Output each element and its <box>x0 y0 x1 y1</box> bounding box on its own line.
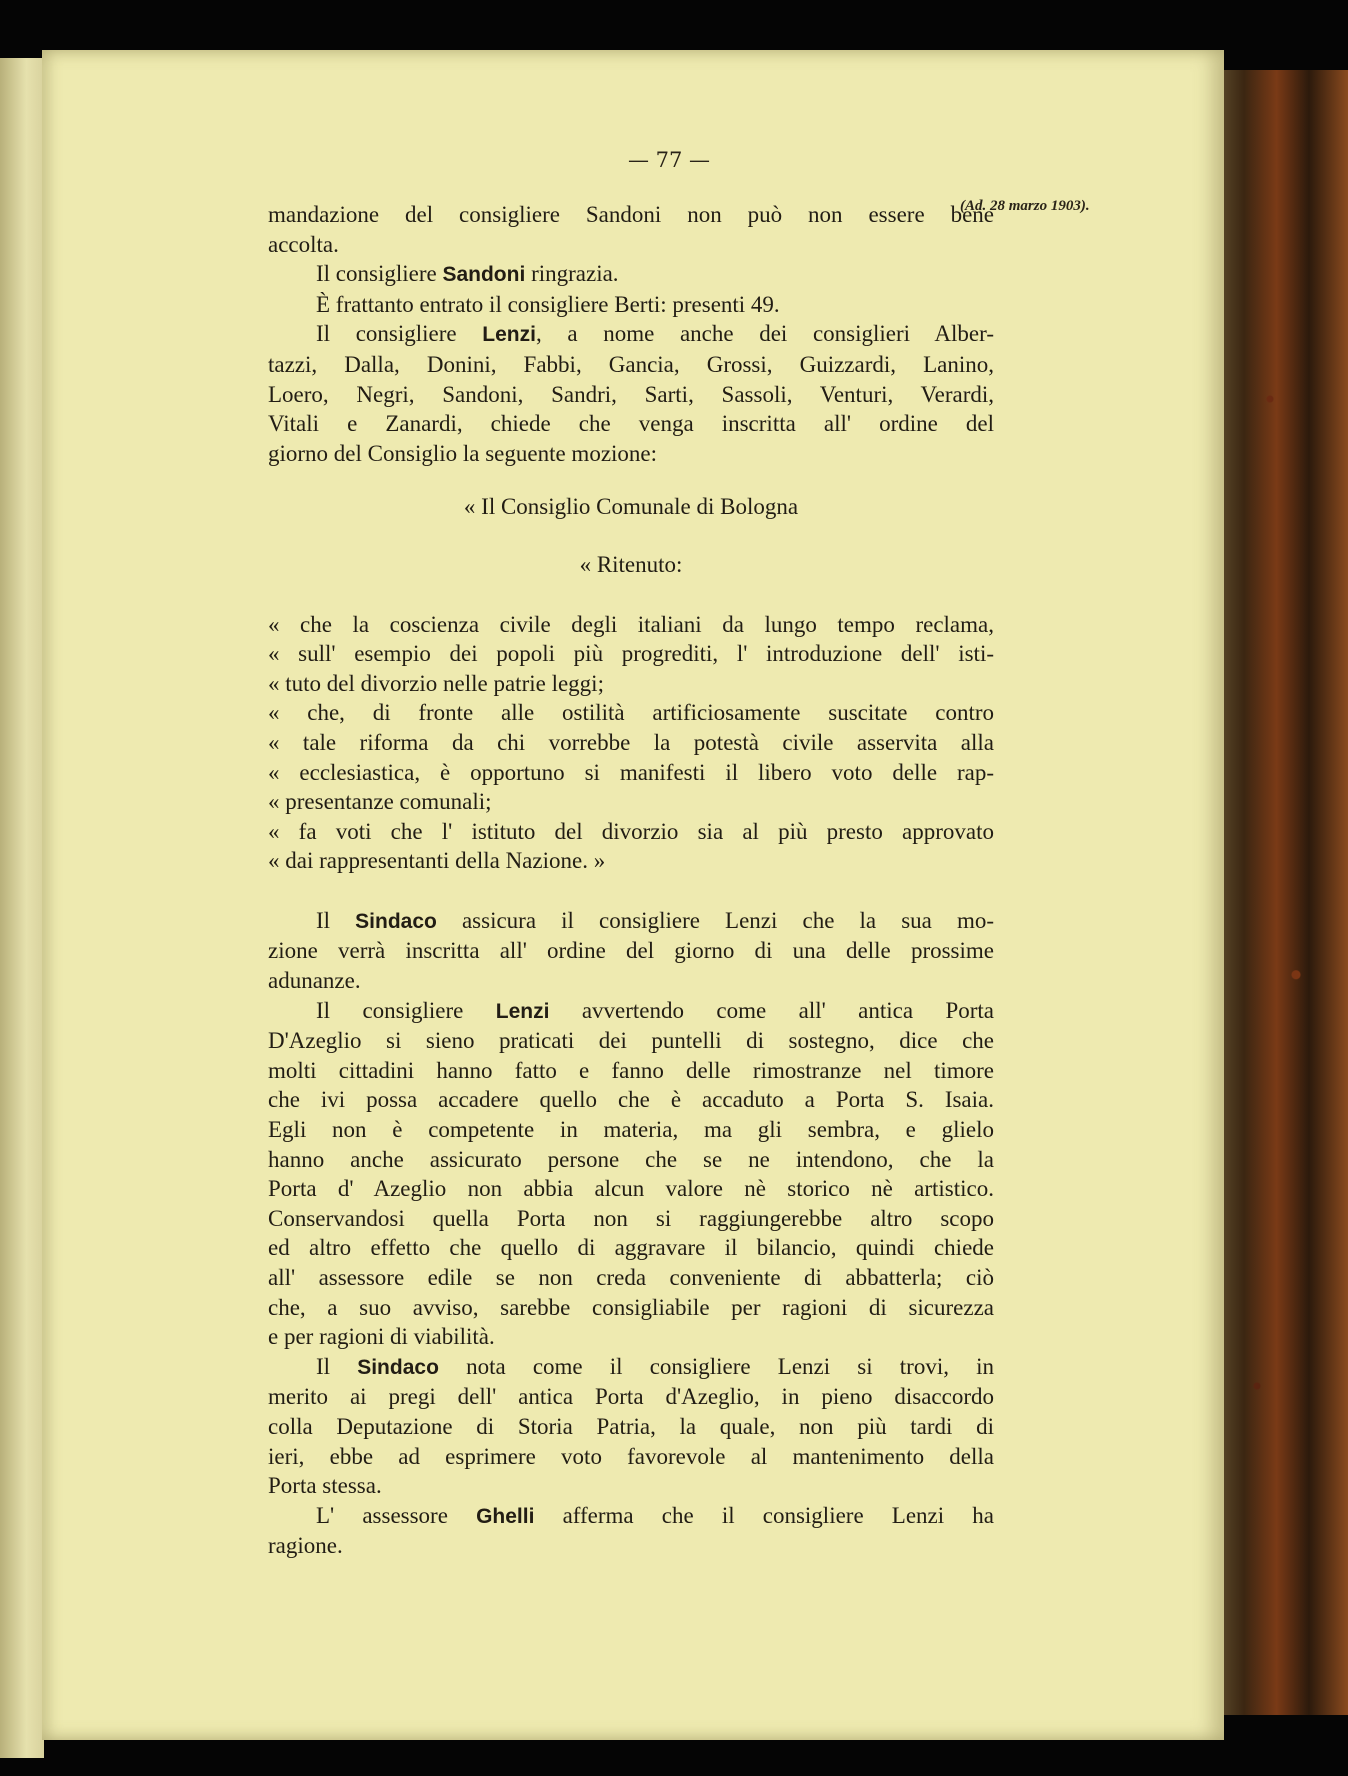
text-line: e per ragioni di viabilità. <box>268 1324 495 1350</box>
previous-page-edge <box>0 58 44 1758</box>
text-line: ed altro effetto che quello di aggravare il bilancio, quindi chiede <box>268 1235 994 1261</box>
body-text <box>268 200 994 1561</box>
text-line: che, a suo avviso, sarebbe consigliabile per ragioni di sicurezza <box>268 1294 994 1320</box>
text-line: accolta. <box>268 231 339 257</box>
speaker-name: Lenzi <box>482 323 536 347</box>
motion-line: « fa voti che l' istituto del divorzio sia al più presto approvato <box>268 818 994 844</box>
text-line: colla Deputazione di Storia Patria, la quale, non più tardi di <box>268 1413 994 1439</box>
book-binding-edge <box>1218 70 1348 1715</box>
text-line: giorno del Consiglio la seguente mozione: <box>268 440 658 466</box>
text-line: che ivi possa accadere quello che è accaduto a Porta S. Isaia. <box>268 1087 994 1113</box>
text-line: Porta d' Azeglio non abbia alcun valore nè storico nè artistico. <box>268 1176 994 1202</box>
text-line: zione verrà inscritta all' ordine del giorno di una delle prossime <box>268 938 994 964</box>
text-line: Il Sindaco nota come il consigliere Lenzi si trovi, in <box>316 1353 995 1379</box>
text-line: Egli non è competente in materia, ma gli sembra, e glielo <box>268 1117 994 1143</box>
motion-line: « presentanze comunali; <box>268 789 492 815</box>
speaker-name: Sindaco <box>357 1355 439 1379</box>
text-line: Conservandosi quella Porta non si raggiungerebbe altro scopo <box>268 1205 994 1231</box>
motion-line: « sull' esempio dei popoli più progrediti, l' introduzione dell' isti- <box>268 641 994 667</box>
speaker-name: Ghelli <box>476 1504 535 1528</box>
speaker-name: Lenzi <box>495 999 550 1023</box>
text-line: hanno anche assicurato persone che se ne intendono, che la <box>268 1146 994 1172</box>
speaker-name: Sandoni <box>442 263 526 287</box>
text-line: Il Sindaco assicura il consigliere Lenzi che la sua mo- <box>316 907 995 933</box>
text-line: Loero, Negri, Sandoni, Sandri, Sarti, Sassoli, Venturi, Verardi, <box>268 381 994 407</box>
text-line: L' assessore Ghelli afferma che il consigliere Lenzi ha <box>316 1502 995 1528</box>
motion-line: « che, di fronte alle ostilità artificiosamente suscitate contro <box>268 700 994 726</box>
motion-subheading: « Ritenuto: <box>579 551 683 577</box>
text-line: Il consigliere Sandoni ringrazia. <box>316 261 619 287</box>
text-line: all' assessore edile se non creda conveniente di abbatterla; ciò <box>268 1265 994 1290</box>
margin-date-note: (Ad. 28 marzo 1903). <box>960 198 1090 214</box>
motion-heading: « Il Consiglio Comunale di Bologna <box>463 494 799 520</box>
text-line: Porta stessa. <box>268 1473 382 1499</box>
text-line: Il consigliere Lenzi avvertendo come all' antica Porta <box>316 997 995 1023</box>
page-number: — 77 — <box>627 148 711 172</box>
text-line: Vitali e Zanardi, chiede che venga inscritta all' ordine del <box>268 411 994 437</box>
motion-line: « dai rappresentanti della Nazione. » <box>268 848 606 874</box>
text-line: mandazione del consigliere Sandoni non può non essere bene <box>268 202 994 227</box>
text-line: Il consigliere Lenzi, a nome anche dei consiglieri Alber- <box>316 321 994 347</box>
book-page <box>42 50 1224 1740</box>
motion-line: « che la coscienza civile degli italiani da lungo tempo reclama, <box>268 611 994 637</box>
text-line: merito ai pregi dell' antica Porta d'Azeglio, in pieno disaccordo <box>268 1384 994 1410</box>
text-line: tazzi, Dalla, Donini, Fabbi, Gancia, Grossi, Guizzardi, Lanino, <box>268 351 994 377</box>
speaker-name: Sindaco <box>355 909 437 933</box>
motion-line: « tale riforma da chi vorrebbe la potestà civile asservita alla <box>268 729 994 755</box>
text-line: ragione. <box>268 1533 343 1559</box>
text-line: molti cittadini hanno fatto e fanno delle rimostranze nel timore <box>268 1057 994 1083</box>
text-line: adunanze. <box>268 968 361 994</box>
text-line: È frattanto entrato il consigliere Berti: presenti 49. <box>316 291 780 317</box>
motion-line: « ecclesiastica, è opportuno si manifesti il libero voto delle rap- <box>268 759 994 785</box>
motion-line: « tuto del divorzio nelle patrie leggi; <box>268 670 604 696</box>
text-line: ieri, ebbe ad esprimere voto favorevole al mantenimento della <box>268 1443 994 1469</box>
text-line: D'Azeglio si sieno praticati dei puntelli di sostegno, dice che <box>268 1028 994 1054</box>
